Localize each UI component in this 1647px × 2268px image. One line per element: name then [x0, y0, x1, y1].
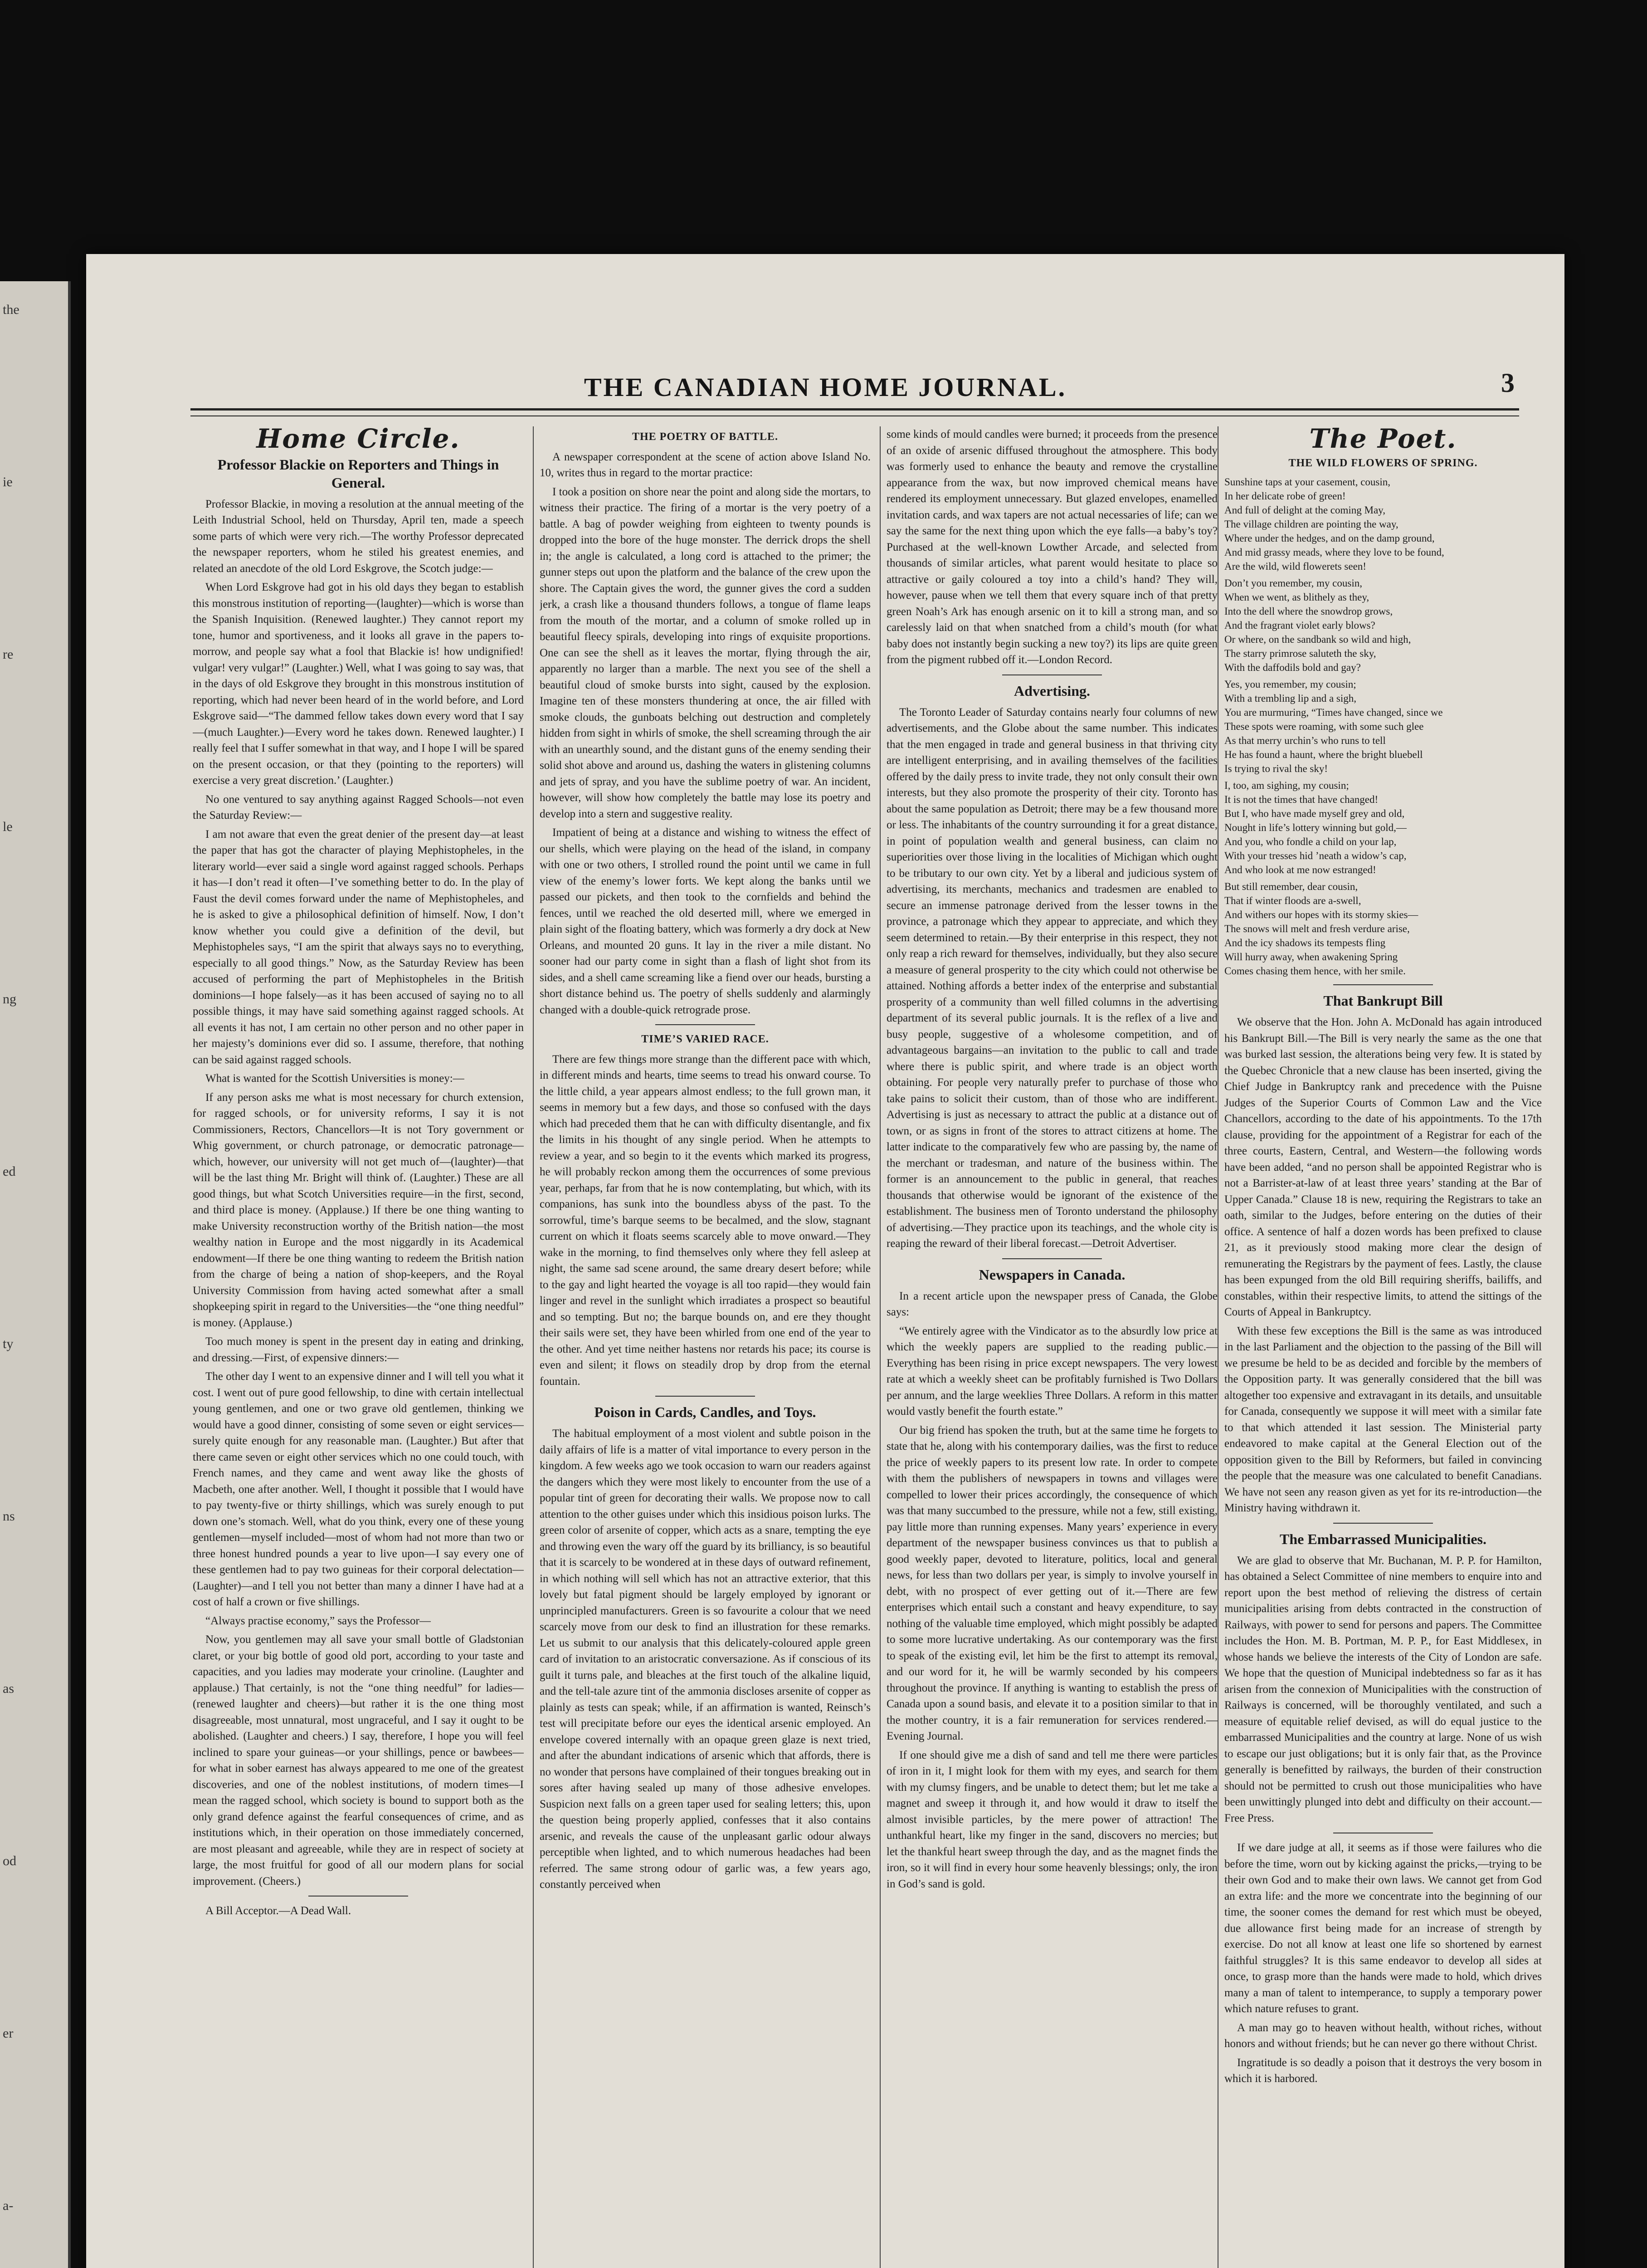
- paragraph: With these few exceptions the Bill is the same as was introduced in the last Parliament and the objection to the passing of the Bill will we presume be held to be as decided and forcible by the members of the Opposition party. It was generally considered that the bill was altogether too expensive and extravagant in its details, and unsuitable for Canada, consequently we suppose it will meet with a similar fate to that which attended it last session. The Ministerial party endeavored to make capital at the General Election out of the opposition given to the Bill by Reformers, but failed in convincing the people that the measure was one calculated to benefit Canadians. We have not seen any reason given as yet for its re-introduction—the Ministry having withdrawn it.: [1224, 1325, 1542, 1514]
- divider: [1002, 1258, 1102, 1259]
- masthead-rule-thin: [190, 415, 1519, 416]
- paragraph: If any person asks me what is most necessary for church extension, for ragged schools, or for university reforms, I say it is not Commissioners, Rectors, Chancellors—It is not Tory government or Whig government, or church patronage, or democratic patronage—which, however, our university will not get much of—(laughter)—that will be the last thing Mr. Bright will think of. (Laughter.) These are all good things, but what Scotch Universities require—in the first, second, and third place is money. (Applause.) If there be one thing wanting to make University reconstruction worthy of the British nation—the most wealthy nation in Europe and the most niggardly in its Academical endowment—If there be one thing wanting to redeem the British nation from the charge of being a nation of shop-keepers, and the Royal University Commission from having acted somewhat after a small shopkeeping spirit in regard to the Universities—the “one thing needful” is money. (Applause.): [193, 1091, 524, 1329]
- poem-stanza: Yes, you remember, my cousin; With a trembling lip and a sigh, You are murmuring, “Times have changed, since we These spots were roaming, with some such glee As that merry urchin’s who runs to tell He has found a haunt, where the bright bluebell Is trying to rival the sky!: [1224, 679, 1443, 774]
- paragraph: A Bill Acceptor.—A Dead Wall.: [205, 1905, 351, 1917]
- section-title-home-circle: Home Circle.: [256, 426, 460, 454]
- previous-page-edge: [0, 281, 71, 2268]
- masthead-rule: [190, 408, 1519, 411]
- prev-page-fragment: ns: [3, 1509, 15, 1524]
- paragraph: The habitual employment of a most violent and subtle poison in the daily affairs of life is a matter of vital importance to every person in the kingdom. A few weeks ago we took occasion to warn our readers against the dangers which they were most likely to encounter from the use of a popular tint of green for decorating their walls. We propose now to call attention to the other guises under which this insidious poison lurks. The green color of arsenite of copper, which acts as a snare, tempting the eye and throwing even the wary off the guard by its brilliancy, is so beautiful that it is scarcely to be wondered at in these days of outward refinement, in which nothing will sell which has not an attractive exterior, that this lovely but fatal pigment should be largely employed by ignorant or unprincipled manufacturers. Green is so favourite a colour that we need scarcely move from our desk to find an illustration for these remarks. Let us submit to our analysis that this delicately-coloured apple green card of invitation to an aristocratic conversazione. As if conscious of its guilt it turns pale, and bleaches at the first touch of the alkaline liquid, and the tell-tale azure tint of the ammonia discloses arsenite of copper as plainly as tests can speak; while, if an affirmation is wanted, Reinsch’s test will precipitate before our eyes the identical arsenic employed. An envelope covered internally with an opaque green glaze is next tried, and after the abundant indications of arsenic which that affords, there is no wonder that persons have complained of their tongues breaking out in sores after having sealed up many of those adhesive envelopes. Suspicion next falls on a green taper used for sealing letters; this, upon the question being properly applied, confesses that it also contains arsenic, and reveals the cause of the unpleasant garlic odour always perceptible when lighted, and to which numerous headaches had been referred. The same strong odour of garlic was, a few years ago, constantly perceived when: [540, 1427, 871, 1891]
- paragraph: Our big friend has spoken the truth, but at the same time he forgets to state that he, along with his contemporary dailies, was the first to reduce the price of weekly papers to its present low rate. In order to compete with them the publishers of newspapers in towns and villages were compelled to lower their prices accordingly, the consequence of which was that many succumbed to the pressure, while not a few, still existing, pay little more than running expenses. Many years’ experience in every department of the newspaper business convinces us that to publish a good weekly paper, devoted to literature, politics, local and general news, for less than two dollars per year, is simply to involve yourself in debt, with no prospect of ever getting out of it.—There are few enterprises which entail such a constant and heavy expenditure, to say nothing of the valuable time employed, which might possibly be adapted to some more lucrative undertaking. As our contemporary was the first to speak of the existing evil, let him be the first to attempt its removal, and our word for it, he will be warmly seconded by his compeers throughout the province. If anything is wanting to establish the press of Canada upon a sound basis, and elevate it to a position similar to that in the mother country, it is a fair remuneration for services rendered.—Evening Journal.: [887, 1424, 1218, 1742]
- article-body: [193, 496, 524, 1919]
- prev-page-fragment: le: [3, 819, 13, 834]
- poem-stanza: Sunshine taps at your casement, cousin, In her delicate robe of green! And full of delight at the coming May, The village children are pointing the way, Where under the hedges, and on the damp ground, And mid grassy meads, where they love to be found, Are the wild, wild flowerets seen!: [1224, 476, 1444, 572]
- paragraph: Too much money is spent in the present day in eating and drinking, and dressing.—First, of expensive dinners:—: [193, 1335, 524, 1364]
- paragraph: Now, you gentlemen may all save your small bottle of Gladstonian claret, or your big bottle of good old port, according to your taste and capacities, and you ladies may moderate your crinoline. (Laughter and applause.) That certainly, is not the “one thing needful” for ladies—(renewed laughter and cheers)—but rather it is the one thing most disagreeable, most unnatural, most ungraceful, and I say it ought to be abolished. (Laughter and cheers.) I say, therefore, I hope you will feel inclined to spare your guineas—or your shillings, pence or bawbees—for what in sober earnest has always appeared to me one of the greatest discoveries, and one of the noblest institutions, of modern times—I mean the ragged school, which society is bound to support both as the only grand defence against the fearful consequences of crime, and as institutions which, in their operation on those immediately concerned, are most pleasant and agreeable, while they are in respect of society at large, the most fruitful for good of all our modern plans for social improvement. (Cheers.): [193, 1633, 524, 1887]
- section-title-the-poet: The Poet.: [1309, 426, 1457, 454]
- column-divider: [533, 426, 534, 2268]
- paragraph: Professor Blackie, in moving a resolution at the annual meeting of the Leith Industrial School, held on Thursday, April ten, made a speech some parts of which were very rich.—The worthy Professor deprecated the newspaper reporters, whom he stiled his greatest enemies, and related an anecdote of the old Lord Eskgrove, the Scotch judge:—: [193, 498, 524, 575]
- poem: [1224, 475, 1542, 978]
- continued-article: [887, 426, 1218, 668]
- divider: [308, 1896, 408, 1897]
- column-the-poet: [1224, 426, 1542, 2268]
- articles: [540, 429, 871, 1893]
- paragraph: When Lord Eskgrove had got in his old days they began to establish this monstrous institution of reporting—(laughter)—which is worse than the Spanish Inquisition. (Renewed laughter.) They cannot report my tone, humor and sportiveness, and it looks all grave in the papers to-morrow, and people say what a fool that Blackie is! how undignified! vulgar! very vulgar!” (Laughter.) Well, what I was going to say was, that in the days of old Eskgrove they brought in this monstrous institution of reporting, which had never been heard of in the world before, and Lord Eskgrove said—“The dammed fellow takes down every word that I say—(much Laughter.)—Every word he takes down. Renewed laughter.) I really feel that I suffer somewhat in that way, and I hope I will be spared on the present occasion, or that they (pointing to the reporters) will exercise a very great discretion.’ (Laughter.): [193, 581, 524, 787]
- column-three: [887, 426, 1218, 2268]
- poem-title: THE WILD FLOWERS OF SPRING.: [1288, 457, 1478, 469]
- prev-page-fragment: re: [3, 647, 14, 662]
- prev-page-fragment: ng: [3, 992, 16, 1007]
- paragraph: “We entirely agree with the Vindicator as to the absurdly low price at which the weekly papers are supplied to the reading public.—Everything has been rising in price except newspapers. The very lowest rate at which a weekly sheet can be profitably furnished is Two Dollars per annum, and the large weeklies Three Dollars. A reform in this matter would vastly benefit the fourth estate.”: [887, 1325, 1218, 1418]
- paragraph: No one ventured to say anything against Ragged Schools—not even the Saturday Review:—: [193, 793, 524, 821]
- article-heading: Newspapers in Canada.: [979, 1266, 1126, 1283]
- paragraph: The other day I went to an expensive dinner and I will tell you what it cost. I went out of pure good fellowship, to dine with certain intellectual young gentlemen, and one or two grave old gentlemen, thinking we would have a good dinner, consisting of some seven or eight services—surely quite enough for any reasonable man. (Laughter.) But after that there came seven or eight other services which no one could touch, with French names, and they came and went away like the ghosts of Macbeth, one after another. Well, I thought it possible that I would have to pay twenty-five or thirty shillings, which was surely enough to put down one’s stomach. Well, what do you think, every one of these young gentlemen—myself included—most of whom had not more than two or three honest hundred pounds a year to live upon—I say every one of these gentlemen had to pay two guineas for their corporal delectation—(Laughter)—and I tell you not better than many a dinner I have had at a cost of half a crown or five shillings.: [193, 1370, 524, 1608]
- paragraph: If we dare judge at all, it seems as if those were failures who die before the time, worn out by kicking against the pricks,—trying to be their own God and to make their own laws. We cannot get from God an extra life: and the more we concentrate into the beginning of our time, the sooner comes the demand for rest which must be obeyed, due allowance first being made for an increase of strength by exercise. Do not all know at least one life so shortened by earnest faithful struggles? It is this same endeavor to develop all sides at once, to grasp more than the hands were made to hold, which drives many a man of talent to intemperance, to supply a temporary power which nature refuses to grant.: [1224, 1842, 1542, 2015]
- prev-page-fragment: as: [3, 1681, 14, 1696]
- paragraph: Ingratitude is so deadly a poison that it destroys the very bosom in which it is harbored.: [1224, 2056, 1542, 2085]
- prev-page-fragment: ie: [3, 474, 13, 489]
- paragraph: In a recent article upon the newspaper press of Canada, the Globe says:: [887, 1290, 1218, 1318]
- divider: [1333, 984, 1433, 985]
- divider: [655, 1024, 755, 1025]
- headline: Professor Blackie on Reporters and Things in General.: [217, 456, 499, 491]
- prev-page-fragment: od: [3, 1853, 16, 1868]
- article-heading: Poison in Cards, Candles, and Toys.: [594, 1404, 816, 1420]
- article-heading: TIME’S VARIED RACE.: [641, 1033, 769, 1045]
- paragraph: The Toronto Leader of Saturday contains nearly four columns of new advertisements, and the Globe about the same number. This indicates that the men engaged in trade and general business in that thriving city are intelligent enterprising, and in availing themselves of the facilities offered by the daily press to invite trade, they not only consult their own interests, but they also promote the prosperity of their city. Toronto has about the same population as Detroit; there may be a few thousand more or less. The inhabitants of the country surrounding it for a great distance, in point of population wealth and general business, can claim no superiorities over those living in the localities of Michigan which ought to be tributary to our own city. Yet by a liberal and judicious system of advertising, its merchants, mechanics and tradesmen are enabled to secure an immense patronage derived from the lesser towns in the province, a patronage which they appear to appreciate, and which they seem determined to retain.—By their enterprise in this respect, they not only reap a rich reward for themselves, individually, but they also secure a measure of general prosperity to the city which could not otherwise be attained. Nothing affords a better index of the enterprise and substantial prosperity of a community than well filled columns in the advertising department of its several public journals. It is the reflex of a live and busy people, suggestive of a wholesome competition, and of advantageous bargains—an invitation to the public to call and trade where there is public spirit, and where trade is an object worth obtaining. For people very naturally prefer to purchase of those who take pains to solicit their custom, than of those who are indifferent. Advertising is just as necessary to attract the public at a distance out of town, or as signs in front of the stores to attract citizens at home. The latter indicate to the comparatively few who are passing by, the name of the merchant or tradesman, and nature of the business within. The former is an announcement to the public in general, that reaches thousands that otherwise would be ignorant of the existence of the establishment. The business men of Toronto understand the philosophy of advertising.—They practice upon its teachings, and the whole city is reaping the reward of their liberal forecast.—Detroit Advertiser.: [887, 706, 1218, 1250]
- prev-page-fragment: the: [3, 302, 19, 317]
- column-two: [540, 426, 871, 2268]
- divider: [655, 1396, 755, 1397]
- prev-page-fragment: ty: [3, 1336, 14, 1351]
- column-divider: [880, 426, 881, 2268]
- poem-stanza: Don’t you remember, my cousin, When we went, as blithely as they, Into the dell where the snowdrop grows, And the fragrant violet early blows? Or where, on the sandbank so wild and high, The starry primrose saluteth the sky, With the daffodils bold and gay?: [1224, 577, 1411, 673]
- prev-page-fragment: er: [3, 2026, 14, 2041]
- paragraph: What is wanted for the Scottish Universities is money:—: [205, 1072, 464, 1085]
- article-heading: Advertising.: [1014, 682, 1090, 699]
- column-home-circle: [193, 426, 524, 2268]
- divider: [1333, 1523, 1433, 1524]
- prev-page-fragment: ed: [3, 1164, 16, 1179]
- paragraph: We observe that the Hon. John A. McDonald has again introduced his Bankrupt Bill.—The Bill is very nearly the same as the one that was burked last session, the alterations being very few. It is stated by the Quebec Chronicle that a new clause has been inserted, giving the Chief Judge in Bankruptcy rank and precedence with the Puisne Judges of the Superior Courts of Common Law and the Vice Chancellors, according to the date of his appointments. To the 17th clause, providing for the appointment of a Registrar for each of the three courts, Eastern, Central, and Western—the following words have been added, “and no person shall be appointed Registrar who is not a Barrister-at-law of at least three years’ standing at the Bar of Upper Canada.” Clause 18 is new, requiring the Registrars to take an oath, similar to the Judges, before entering on the duties of their office. A sentence of half a dozen words has been prefixed to clause 21, as it previously stood making more clear the design of remunerating the Registrars by the payment of fees. Lastly, the clause has been expunged from the old Bill requiring sheriffs, bailiffs, and constables, within their respective limits, to attend the sittings of the Courts of Appeal in Bankruptcy.: [1224, 1016, 1542, 1318]
- poem-stanza: I, too, am sighing, my cousin; It is not the times that have changed! But I, who have made myself grey and old, Nought in life’s lottery winning but gold,— And you, who fondle a child on your lap, With your tresses hid ’neath a widow’s cap, And who look at me now estranged!: [1224, 780, 1407, 875]
- article-heading: The Embarrassed Municipalities.: [1279, 1530, 1486, 1547]
- masthead-title: THE CANADIAN HOME JOURNAL.: [584, 372, 1067, 402]
- article-heading: THE POETRY OF BATTLE.: [632, 431, 778, 443]
- masthead: [86, 368, 1564, 408]
- page-number: 3: [1501, 368, 1515, 398]
- paragraph: If one should give me a dish of sand and tell me there were particles of iron in it, I might look for them with my eyes, and search for them with my clumsy fingers, and be unable to detect them; but let me take a magnet and sweep it through it, and how would it draw to itself the almost invisible particles, by the mere power of attraction! The unthankful heart, like my finger in the sand, discovers no mercies; but let the thankful heart sweep through the day, and as the magnet finds the iron, so it will find in every hour some heavenly blessings; only, the iron in God’s sand is gold.: [887, 1749, 1218, 1890]
- articles: [1224, 992, 1542, 2087]
- paragraph: “Always practise economy,” says the Professor—: [205, 1614, 431, 1627]
- article-heading: That Bankrupt Bill: [1323, 992, 1443, 1009]
- paragraph: I took a position on shore near the point and along side the mortars, to witness their practice. The firing of a mortar is the very poetry of a battle. A bag of powder weighing from eighteen to twenty pounds is dropped into the bore of the huge monster. The derrick drops the shell in; the angle is calculated, a long cord is attached to the primer; the gunner steps out upon the platform and the balance of the crew upon the shore. The Captain gives the word, the gunner gives the cord a sudden jerk, a crash like a thousand thunders follows, a tongue of flame leaps from the mouth of the mortar, and a column of smoke rolled up in beautiful fleecy spirals, developing into rings of exquisite proportions. One can see the shell as it leaves the mortar, flying through the air, apparently no larger than a marble. The next you see of the shell a beautiful cloud of smoke bursts into sight, caused by the explosion. Imagine ten of these monsters thundering at once, the air filled with smoke clouds, the gunboats belching out destruction and completely hidden from sight in whirls of smoke, the shell screaming through the air with an unearthly sound, and the distant guns of the enemy sending their solid shot above and around us, dashing the waters in glistening columns and jets of spray, and you have the sublime poetry of war. An incident, however, will show how completely the battle may lose its poetry and develop into a stern and suggestive reality.: [540, 485, 871, 820]
- poem-stanza: But still remember, dear cousin, That if winter floods are a-swell, And withers our hopes with its stormy skies— The snows will melt and fresh verdure arise, And the icy shadows its tempests fling Will hurry away, when awakening Spring Comes chasing them hence, with her smile.: [1224, 881, 1418, 977]
- articles: [887, 675, 1218, 1892]
- paragraph: I am not aware that even the great denier of the present day—at least the paper that has got the character of playing Mephistopheles, in the literary world—ever said a single word against ragged schools. Perhaps it has—I don’t read it often—I’ve something better to do. In the play of Faust the devil comes forward under the name of Mephistopheles, and he is asked to give a philosophical definition of himself. Now, I don’t know whether you could give a definition of the devil, but Mephistopheles says, “I am the spirit that always says no to everything, especially to all good things.” Now, as the Saturday Review has been accused of performing the part of Mephistopheles in the British dominions—I hope falsely—as it has been accused of saying no to all possible things, it may have said something against ragged schools. At all events it has not, I am certain no other person and no other paper in her majesty’s dominions ever did so. I assume, therefore, that nothing can be said against ragged schools.: [193, 828, 524, 1066]
- paragraph: We are glad to observe that Mr. Buchanan, M. P. P. for Hamilton, has obtained a Select Committee of nine members to enquire into and report upon the best method of relieving the distress of certain municipalities arising from debts contracted in the construction of Railways, with power to send for persons and papers. The Committee includes the Hon. M. B. Portman, M. P. P., for East Middlesex, in whose hands we believe the interests of the City of London are safe. We hope that the question of Municipal indebtedness so far as it has arisen from the connexion of Municipalities with the construction of Railways is concerned, will be thoroughly ventilated, and such a measure of equitable relief devised, as will do equal justice to the embarrassed Municipalities and the country at large. None of us wish to escape our just obligations; but it is only fair that, as the Province generally is benefitted by railways, the burden of their construction should not be permitted to crush out those municipalities who have been unwittingly plunged into debt and difficulty on their account.—Free Press.: [1224, 1554, 1542, 1824]
- paragraph: some kinds of mould candles were burned; it proceeds from the presence of an oxide of arsenic diffused throughout the atmosphere. This body was formerly used to enhance the beauty and remove the crystalline appearance from the wax, but now improved chemical means have rendered its employment unnecessary. But glazed envelopes, enamelled invitation cards, and wax tapers are not actual necessaries of life; can we say the same for the next thing upon which the eye falls—a baby’s toy? Purchased at the well-known Lowther Arcade, and selected from thousands of similar articles, what parent would hesitate to place so attractive or gaily coloured a toy into a child’s hand? They will, however, pause when we tell them that every square inch of that pretty green Noah’s Ark has enough arsenic on it to kill a strong man, and so carelessly laid on that when snatched from a child’s mouth (for what baby does not instantly begin sucking a new toy?) its lips are quite green from the pigment rubbed off it.—London Record.: [887, 428, 1218, 666]
- prev-page-fragment: a-: [3, 2198, 14, 2213]
- paragraph: A man may go to heaven without health, without riches, without honors and without friends; but he can never go there without Christ.: [1224, 2021, 1542, 2050]
- newspaper-page: [86, 254, 1564, 2268]
- paragraph: Impatient of being at a distance and wishing to witness the effect of our shells, which were playing on the head of the island, in company with one or two others, I strolled round the point until we came in full view of the enemy’s lower forts. We kept along the banks until we passed our pickets, and then took to the cornfields and behind the fences, until we reached the old deserted mill, where we emerged in plain sight of the floating battery, which was formerly a dry dock at New Orleans, and mounted 20 guns. It lay in the river a mile distant. No sooner had our party come in sight than a flash of light shot from its sides, and a shell came screaming like a fiend over our heads, bursting a short distance behind us. The poetry of shells suddenly and alarmingly changed with a double-quick retrograde prose.: [540, 826, 871, 1016]
- paragraph: A newspaper correspondent at the scene of action above Island No. 10, writes thus in regard to the mortar practice:: [540, 450, 871, 479]
- paragraph: There are few things more strange than the different pace with which, in different minds and hearts, time seems to tread his onward course. To the little child, a year appears almost endless; to the full grown man, it seems in memory but a few days, and those so confused with the days which had preceded them that he can with difficulty disentangle, and fix the limits in his thought of any single period. When he attempts to review a year, and so begin to it the events which marked its progress, he will probably reckon among them the occurrences of some previous year, perhaps, far from that he is now contemplating, but which, with its companions, has sunk into the boundless abyss of the past. To the sorrowful, time’s barque seems to be becalmed, and the slow, stagnant current on which it floats seems scarcely able to move onward.—They wake in the morning, to find themselves only where they fell asleep at night, the same sad scene around, the same dreary desert before; while to the gay and light hearted the voyage is all too rapid—they would fain linger and revel in the sunlight which irradiates a prospect so beautiful and so tempting. But no; the barque bounds on, and ere they thought their sails were set, they have been whirled from one end of the year to the other. And yet time neither hastens nor retards his pace; its course is even and silent; it flows on steadily drop by drop from the eternal fountain.: [540, 1053, 871, 1388]
